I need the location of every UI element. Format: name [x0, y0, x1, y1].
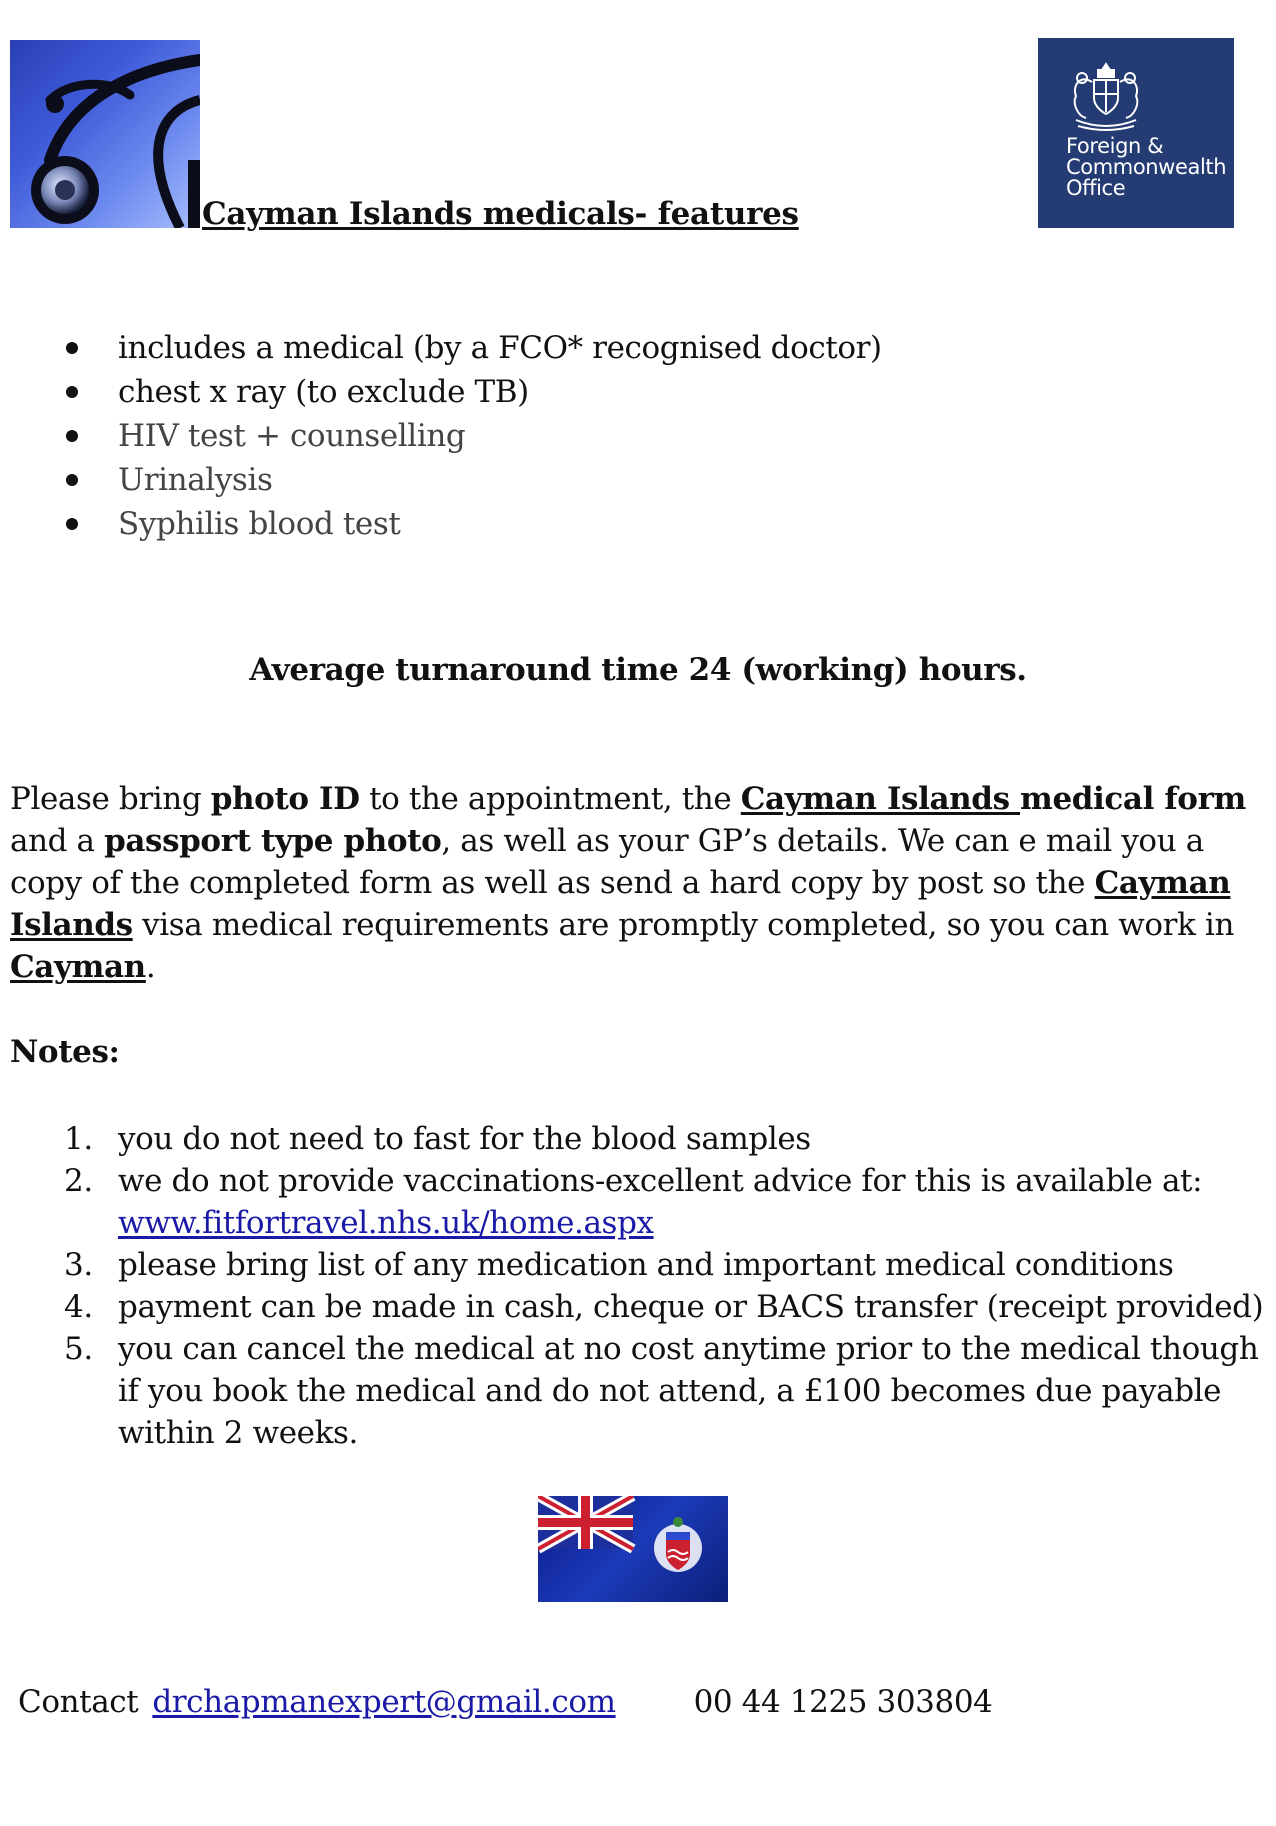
feature-text: includes a medical (by a FCO* recognised doctor)	[118, 330, 882, 366]
paragraph-line	[10, 904, 1260, 946]
fitfortravel-link[interactable]: www.fitfortravel.nhs.uk/home.aspx	[118, 1205, 654, 1241]
bullet-icon	[66, 474, 78, 486]
note-text: payment can be made in cash, cheque or BACS transfer (receipt provided)	[118, 1289, 1264, 1325]
paragraph-line	[10, 862, 1260, 904]
text-run-underlined: Cayman	[10, 949, 146, 985]
stethoscope-image	[10, 40, 200, 228]
notes-list	[52, 1118, 1263, 1454]
bullet-icon	[66, 518, 78, 530]
fco-logo-text	[1066, 136, 1226, 199]
list-item	[52, 502, 882, 546]
note-number: 2.	[64, 1163, 93, 1199]
text-run: and a	[10, 823, 105, 859]
features-list	[52, 326, 882, 546]
list-item	[52, 1118, 1263, 1160]
phone-number: 00 44 1225 303804	[693, 1684, 993, 1720]
text-run-underlined: Cayman	[1094, 865, 1231, 901]
list-item	[52, 370, 882, 414]
note-text: if you book the medical and do not attend, a £100 becomes due payable	[118, 1373, 1222, 1409]
text-run: .	[145, 949, 156, 985]
text-run: copy of the completed form as well as send a hard copy by post so the	[10, 865, 1095, 901]
feature-text: chest x ray (to exclude TB)	[118, 374, 529, 410]
feature-text: HIV test + counselling	[118, 418, 466, 454]
paragraph-line	[10, 946, 1260, 988]
note-link-line	[118, 1202, 1263, 1244]
note-number: 5.	[64, 1331, 93, 1367]
bullet-icon	[66, 386, 78, 398]
note-number: 3.	[64, 1247, 93, 1283]
bullet-icon	[66, 430, 78, 442]
note-text: we do not provide vaccinations-excellent advice for this is available at:	[118, 1163, 1203, 1199]
notes-heading: Notes:	[10, 1034, 120, 1070]
text-run-bold: photo ID	[210, 781, 360, 817]
text-run: , as well as your GP’s details. We can e mail you a	[441, 823, 1204, 859]
royal-crest-icon	[1064, 58, 1148, 132]
feature-text: Syphilis blood test	[118, 506, 401, 542]
list-item	[52, 326, 882, 370]
list-item	[52, 1244, 1263, 1286]
note-text: you do not need to fast for the blood samples	[118, 1121, 811, 1157]
note-text: please bring list of any medication and important medical conditions	[118, 1247, 1174, 1283]
feature-text: Urinalysis	[118, 462, 273, 498]
note-text: within 2 weeks.	[118, 1415, 358, 1451]
text-run-underlined: Islands	[10, 907, 133, 943]
coat-of-arms	[654, 1517, 702, 1572]
bullet-icon	[66, 342, 78, 354]
text-run: Please bring	[10, 781, 211, 817]
instructions-paragraph	[10, 778, 1260, 988]
fco-logo	[1038, 38, 1234, 228]
email-link[interactable]: drchapmanexpert@gmail.com	[152, 1684, 616, 1720]
text-run-underlined: Cayman Islands	[740, 781, 1021, 817]
text-run: to the appointment, the	[359, 781, 741, 817]
page-title: Cayman Islands medicals- features	[202, 196, 799, 232]
paragraph-line	[10, 820, 1260, 862]
text-run-bold: medical form	[1020, 781, 1246, 817]
paragraph-line	[10, 778, 1260, 820]
fco-logo-line1: Foreign &	[1066, 134, 1164, 158]
fco-logo-line3: Office	[1066, 176, 1126, 200]
turnaround-heading: Average turnaround time 24 (working) hours.	[249, 652, 1027, 688]
list-item	[52, 414, 882, 458]
list-item	[52, 458, 882, 502]
list-item	[52, 1160, 1263, 1244]
text-run: visa medical requirements are promptly completed, so you can work in	[132, 907, 1235, 943]
contact-label: Contact	[18, 1684, 139, 1720]
text-run-bold: passport type photo	[104, 823, 442, 859]
fco-logo-line2: Commonwealth	[1066, 155, 1227, 179]
note-number: 1.	[64, 1121, 93, 1157]
list-item	[52, 1286, 1263, 1328]
note-number: 4.	[64, 1289, 93, 1325]
list-item	[52, 1328, 1263, 1454]
cayman-islands-flag-image	[538, 1496, 728, 1602]
contact-line	[18, 1684, 992, 1720]
note-text: you can cancel the medical at no cost anytime prior to the medical though	[118, 1331, 1259, 1367]
union-jack-canton	[538, 1496, 633, 1549]
